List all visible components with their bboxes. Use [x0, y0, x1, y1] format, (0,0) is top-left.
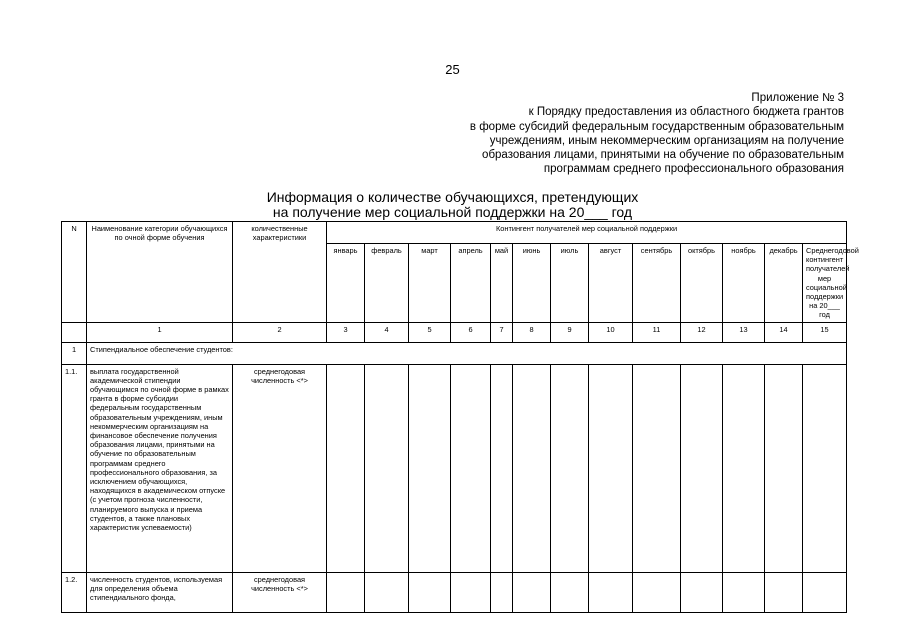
col-number: 5 [409, 322, 451, 342]
col-number: 10 [589, 322, 633, 342]
table-cell [327, 364, 365, 572]
table-cell [409, 572, 451, 612]
header-month: март [409, 244, 451, 323]
row-category-name: численность студентов, используемая для определения объема стипендиального фонда, [87, 572, 233, 612]
header-category: Наименование категории обучающихся по очной форме обучения [87, 222, 233, 323]
section-number: 1 [62, 342, 87, 364]
header-month: октябрь [681, 244, 723, 323]
header-month: январь [327, 244, 365, 323]
header-month: июнь [513, 244, 551, 323]
header-month: апрель [451, 244, 491, 323]
page-number: 25 [445, 62, 460, 77]
header-month: февраль [365, 244, 409, 323]
header-annual: Среднегодовой контингент получателей мер социальной поддержки на 20___ год [803, 244, 847, 323]
header-month: июль [551, 244, 589, 323]
table-cell [491, 572, 513, 612]
header-month: май [491, 244, 513, 323]
col-number: 13 [723, 322, 765, 342]
col-number: 4 [365, 322, 409, 342]
row-category-name: выплата государственной академической стипендии обучающимся по очной форме в рамках гранта в форме субсидии федеральным государственным образовательным учреждениям, иным некоммерческим организациям на финансовое обеспечение получения образования лицами, принятыми на обучение по образовательным программам среднего профессионального образования, за исключением обучающихся, находящихся в академическом отпуске (с учетом прогноза численности, планируемого выпуска и приема студентов, а также плановых характеристик успеваемости) [87, 364, 233, 572]
header-month: август [589, 244, 633, 323]
contingent-table [61, 221, 859, 613]
title-line-2: на получение мер социальной поддержки на 20___ год [272, 204, 633, 220]
table-cell [633, 364, 681, 572]
section-label: Стипендиальное обеспечение студентов: [87, 342, 847, 364]
row-characteristic: среднегодовая численность <*> [233, 572, 327, 612]
appendix-line: образования лицами, принятыми на обучение по образовательным [482, 149, 844, 162]
table-cell [409, 364, 451, 572]
table-cell [723, 364, 765, 572]
document-title [0, 190, 905, 220]
header-month: декабрь [765, 244, 803, 323]
row-characteristic: среднегодовая численность <*> [233, 364, 327, 572]
col-number: 14 [765, 322, 803, 342]
table-cell [365, 364, 409, 572]
header-n: N [62, 222, 87, 323]
table-cell [633, 572, 681, 612]
table-cell [803, 572, 847, 612]
col-number: 7 [491, 322, 513, 342]
header-month: сентябрь [633, 244, 681, 323]
table-cell [803, 364, 847, 572]
table-cell [551, 364, 589, 572]
title-line-1: Информация о количестве обучающихся, претендующих [266, 189, 639, 205]
table-cell [451, 364, 491, 572]
table-cell [551, 572, 589, 612]
table-cell [513, 572, 551, 612]
appendix-line: к Порядку предоставления из областного бюджета грантов [528, 106, 844, 119]
col-number: 9 [551, 322, 589, 342]
col-number: 8 [513, 322, 551, 342]
row-number: 1.1. [62, 364, 87, 572]
appendix-header [470, 91, 844, 177]
header-month: ноябрь [723, 244, 765, 323]
appendix-line: Приложение № 3 [751, 92, 844, 104]
table-cell [681, 364, 723, 572]
col-number: 12 [681, 322, 723, 342]
table-cell [365, 572, 409, 612]
table-cell [589, 572, 633, 612]
col-number: 15 [803, 322, 847, 342]
col-number: 3 [327, 322, 365, 342]
table-cell [589, 364, 633, 572]
header-contingent-group: Контингент получателей мер социальной поддержки [327, 222, 847, 244]
table-cell [723, 572, 765, 612]
col-number: 11 [633, 322, 681, 342]
table-cell [765, 364, 803, 572]
table-cell [765, 572, 803, 612]
table-cell [513, 364, 551, 572]
appendix-line: учреждениям, иным некоммерческим организациям на получение [489, 134, 844, 147]
col-number: 6 [451, 322, 491, 342]
appendix-line: программам среднего профессионального образования [543, 163, 844, 176]
appendix-line: в форме субсидий федеральным государственным образовательным [469, 120, 844, 133]
row-number: 1.2. [62, 572, 87, 612]
table-cell [681, 572, 723, 612]
table-cell [451, 572, 491, 612]
table-cell [327, 572, 365, 612]
table-cell [491, 364, 513, 572]
col-number: 1 [87, 322, 233, 342]
header-characteristics: количественные характеристики [233, 222, 327, 323]
col-number [62, 322, 87, 342]
col-number: 2 [233, 322, 327, 342]
